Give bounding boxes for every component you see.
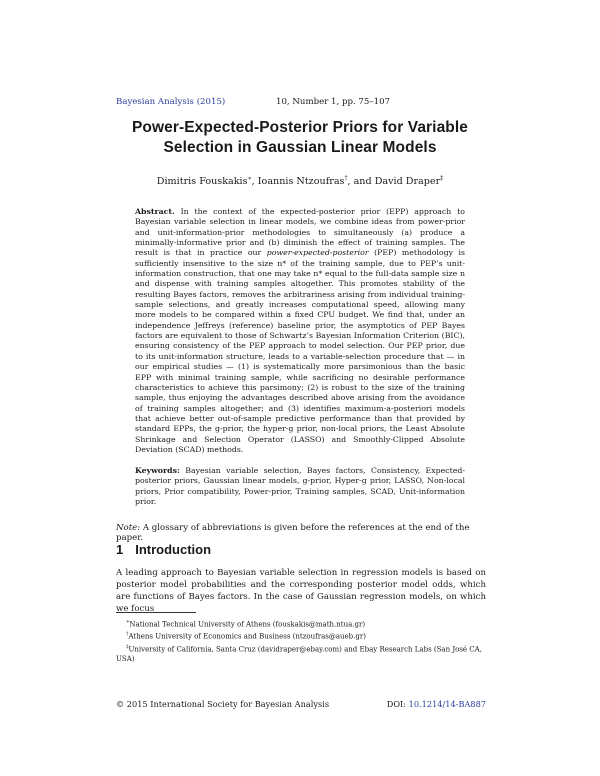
section-number: 1 — [116, 542, 124, 557]
author-separator: , and — [347, 176, 375, 188]
copyright: © 2015 International Society for Bayesian Analysis — [116, 699, 330, 709]
paper-title — [100, 118, 500, 158]
footnote-mark: ‡ — [126, 643, 129, 650]
abstract-text: (PEP) methodology is sufficiently insensitive to the size n* of the training sample, due to PEP’s unit-information construction, that one may take n* equal to the full-data sample size n and dispense with training samples altogether. This promotes stability of the resulting Bayes factors, removes the arbitrariness arising from individual training-sample selections, and greatly increases computational speed, allowing many more models to be compared within a fixed CPU budget. We find that, under an independence Jeffreys (reference) baseline prior, the asymptotics of PEP Bayes factors are equivalent to those of Schwartz’s Bayesian Information Criterion (BIC), ensuring consistency of the PEP approach to model selection. Our PEP prior, due to its unit-information structure, leads to a variable-selection procedure that — in our empirical studies — (1) is systematically more parsimonious than the basic EPP with minimal training sample, while sacrificing no desirable performance characteristics to achieve this parsimony; (2) is robust to the size of the training sample, thus enjoying the advantages described above arising from the avoidance of training samples altogether; and (3) identifies maximum-a-posteriori models that achieve better out-of-sample predictive performance than that provided by standard EPPs, the g-prior, the hyper-g prior, non-local priors, the Least Absolute Shrinkage and Selection Operator (LASSO) and Smoothly-Clipped Absolute Deviation (SCAD) methods. — [135, 248, 465, 454]
section-heading — [116, 542, 486, 557]
footnote-mark: ∗ — [126, 619, 130, 625]
note-label: Note: — [116, 523, 141, 533]
author-separator: , — [251, 176, 258, 188]
author-name: Dimitris Fouskakis — [156, 176, 248, 188]
glossary-note — [116, 523, 486, 543]
doi — [387, 699, 486, 709]
footnote-text: University of California, Santa Cruz (davidraper@ebay.com) and Ebay Research Labs (San José CA, USA) — [116, 644, 482, 663]
footnote — [116, 629, 486, 641]
page-footer — [116, 699, 486, 709]
abstract-label: Abstract. — [135, 207, 175, 216]
footnotes — [116, 617, 486, 664]
footnote — [116, 642, 486, 664]
title-line-2: Selection in Gaussian Linear Models — [163, 139, 437, 156]
intro-paragraph: A leading approach to Bayesian variable selection in regression models is based on posterior model probabilities and the corresponding posterior model odds, which are functions of Bayes factors. In the case of Gaussian regression models, on which we focus — [116, 568, 486, 614]
author-name: David Draper — [374, 176, 441, 188]
author-list — [100, 175, 500, 187]
issue-info: 10, Number 1, pp. 75–107 — [276, 97, 391, 107]
footnote — [116, 617, 486, 629]
footnote-text: Athens University of Economics and Business (ntzoufras@aueb.gr) — [128, 632, 366, 641]
journal-link[interactable]: Bayesian Analysis (2015) — [116, 97, 226, 107]
keywords — [135, 466, 465, 507]
footnote-text: National Technical University of Athens (fouskakis@math.ntua.gr) — [129, 620, 366, 629]
author-name: Ioannis Ntzoufras — [257, 176, 345, 188]
footnote-mark: † — [126, 631, 129, 638]
author-mark: ‡ — [440, 175, 444, 182]
author-mark: † — [344, 175, 348, 182]
abstract-emphasis: power-expected-posterior — [266, 248, 369, 258]
abstract-text: In the context of the expected-posterior prior (EPP) approach to Bayesian variable selection in linear models, we combine ideas from power-prior and unit-information-prior methodologies to simultaneously (a) produce a minimally-informative prior and (b) diminish the effect of training samples. The result is that in practice our — [135, 207, 465, 258]
doi-label: DOI: — [386, 699, 409, 709]
title-line-1: Power-Expected-Posterior Priors for Variable — [131, 119, 469, 136]
section-title: Introduction — [135, 542, 212, 557]
doi-link[interactable]: 10.1214/14-BA887 — [408, 699, 486, 709]
abstract — [135, 207, 465, 455]
keywords-text: Bayesian variable selection, Bayes factors, Consistency, Expected-posterior priors, Gaussian linear models, g-prior, Hyper-g prior, LASSO, Non-local priors, Prior compatibility, Power-prior, Training samples, SCAD, Unit-information prior. — [135, 466, 465, 506]
running-head — [116, 97, 486, 107]
note-text: A glossary of abbreviations is given before the references at the end of the paper. — [116, 523, 470, 543]
keywords-label: Keywords: — [135, 466, 180, 475]
author-mark: ∗ — [247, 175, 252, 182]
footnote-rule — [116, 612, 196, 613]
